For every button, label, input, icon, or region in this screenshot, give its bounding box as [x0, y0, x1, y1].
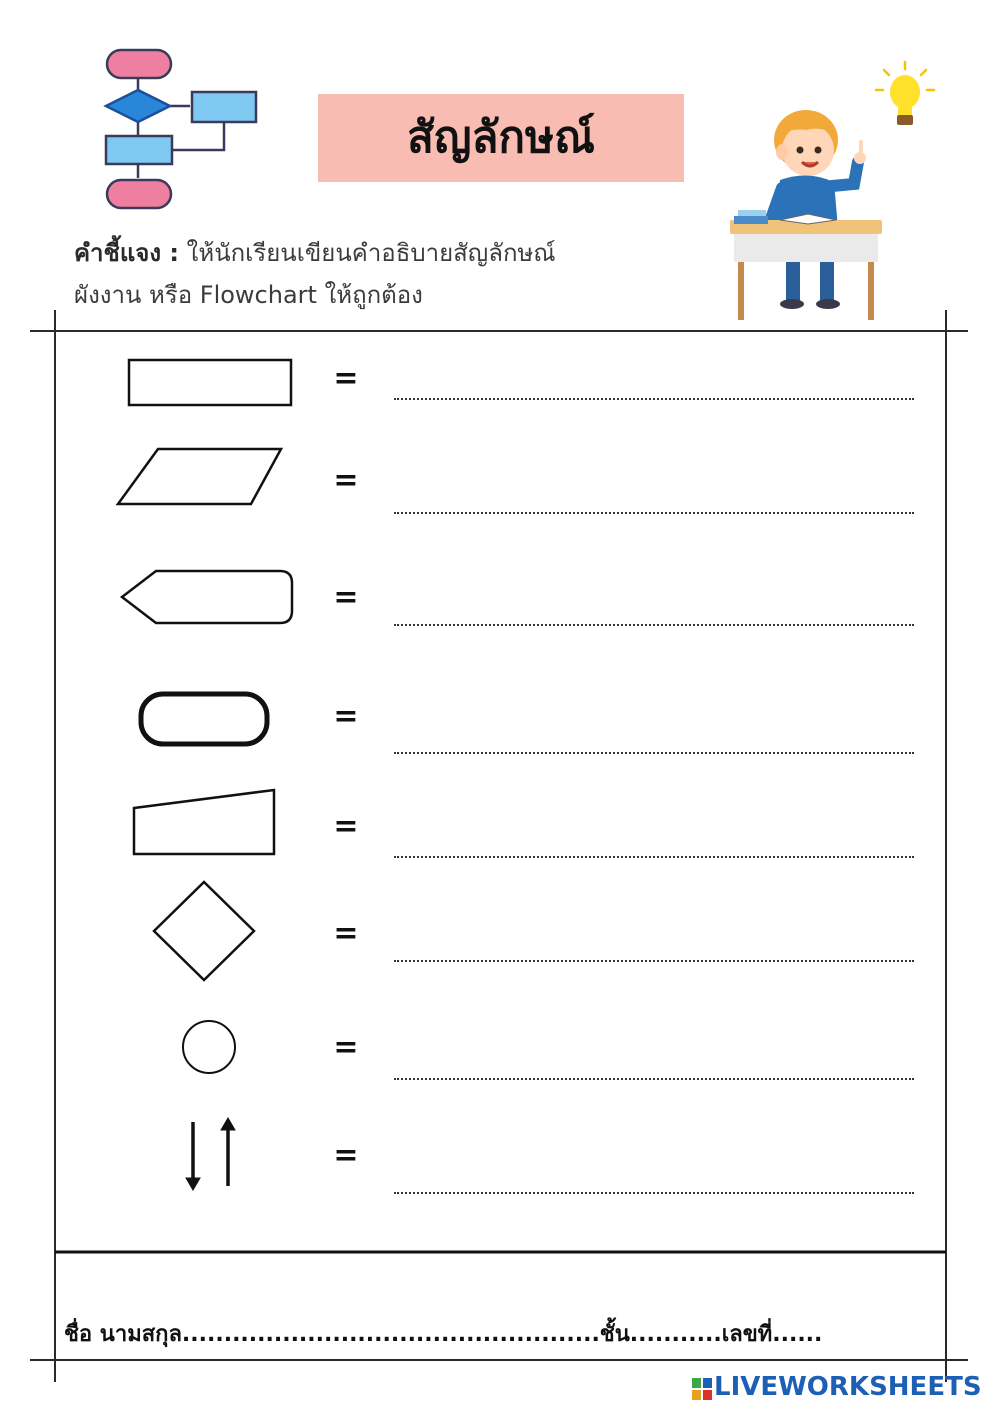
equals-sign: =: [333, 1030, 359, 1065]
page-title: สัญลักษณ์: [407, 112, 595, 163]
equals-sign: =: [333, 463, 359, 498]
answer-line-4[interactable]: [394, 752, 914, 754]
liveworksheets-text: LIVEWORKSHEETS: [714, 1372, 982, 1402]
manual-input-symbol: [124, 782, 284, 862]
equals-sign: =: [333, 580, 359, 615]
flow-arrows-symbol: [176, 1114, 242, 1194]
answer-line-8[interactable]: [394, 1192, 914, 1194]
equals-sign: =: [333, 361, 359, 396]
equals-sign: =: [333, 1138, 359, 1173]
terminal-rounded-rectangle-symbol: [132, 686, 276, 752]
answer-line-2[interactable]: [394, 512, 914, 514]
equals-sign: =: [333, 916, 359, 951]
liveworksheets-logo-icon: [692, 1378, 712, 1400]
answer-line-1[interactable]: [394, 398, 914, 400]
answer-line-6[interactable]: [394, 960, 914, 962]
instruction-line1: ให้นักเรียนเขียนคำอธิบายสัญลักษณ์: [179, 239, 556, 267]
decision-diamond-symbol: [148, 876, 260, 986]
display-symbol: [112, 564, 302, 630]
input-output-parallelogram-symbol: [110, 442, 290, 512]
equals-sign: =: [333, 809, 359, 844]
answer-line-7[interactable]: [394, 1078, 914, 1080]
answer-line-5[interactable]: [394, 856, 914, 858]
equals-sign: =: [333, 699, 359, 734]
student-name-line: ชื่อ นามสกุล..................................................ชั้น...........เลขที่......: [64, 1322, 823, 1347]
process-rectangle-symbol: [120, 350, 300, 414]
connector-circle-symbol: [176, 1014, 242, 1080]
instruction-line2: ผังงาน หรือ Flowchart ให้ถูกต้อง: [74, 281, 423, 309]
answer-line-3[interactable]: [394, 624, 914, 626]
liveworksheets-logo: [692, 1372, 992, 1406]
instruction-label: คำชี้แจง :: [74, 239, 180, 267]
